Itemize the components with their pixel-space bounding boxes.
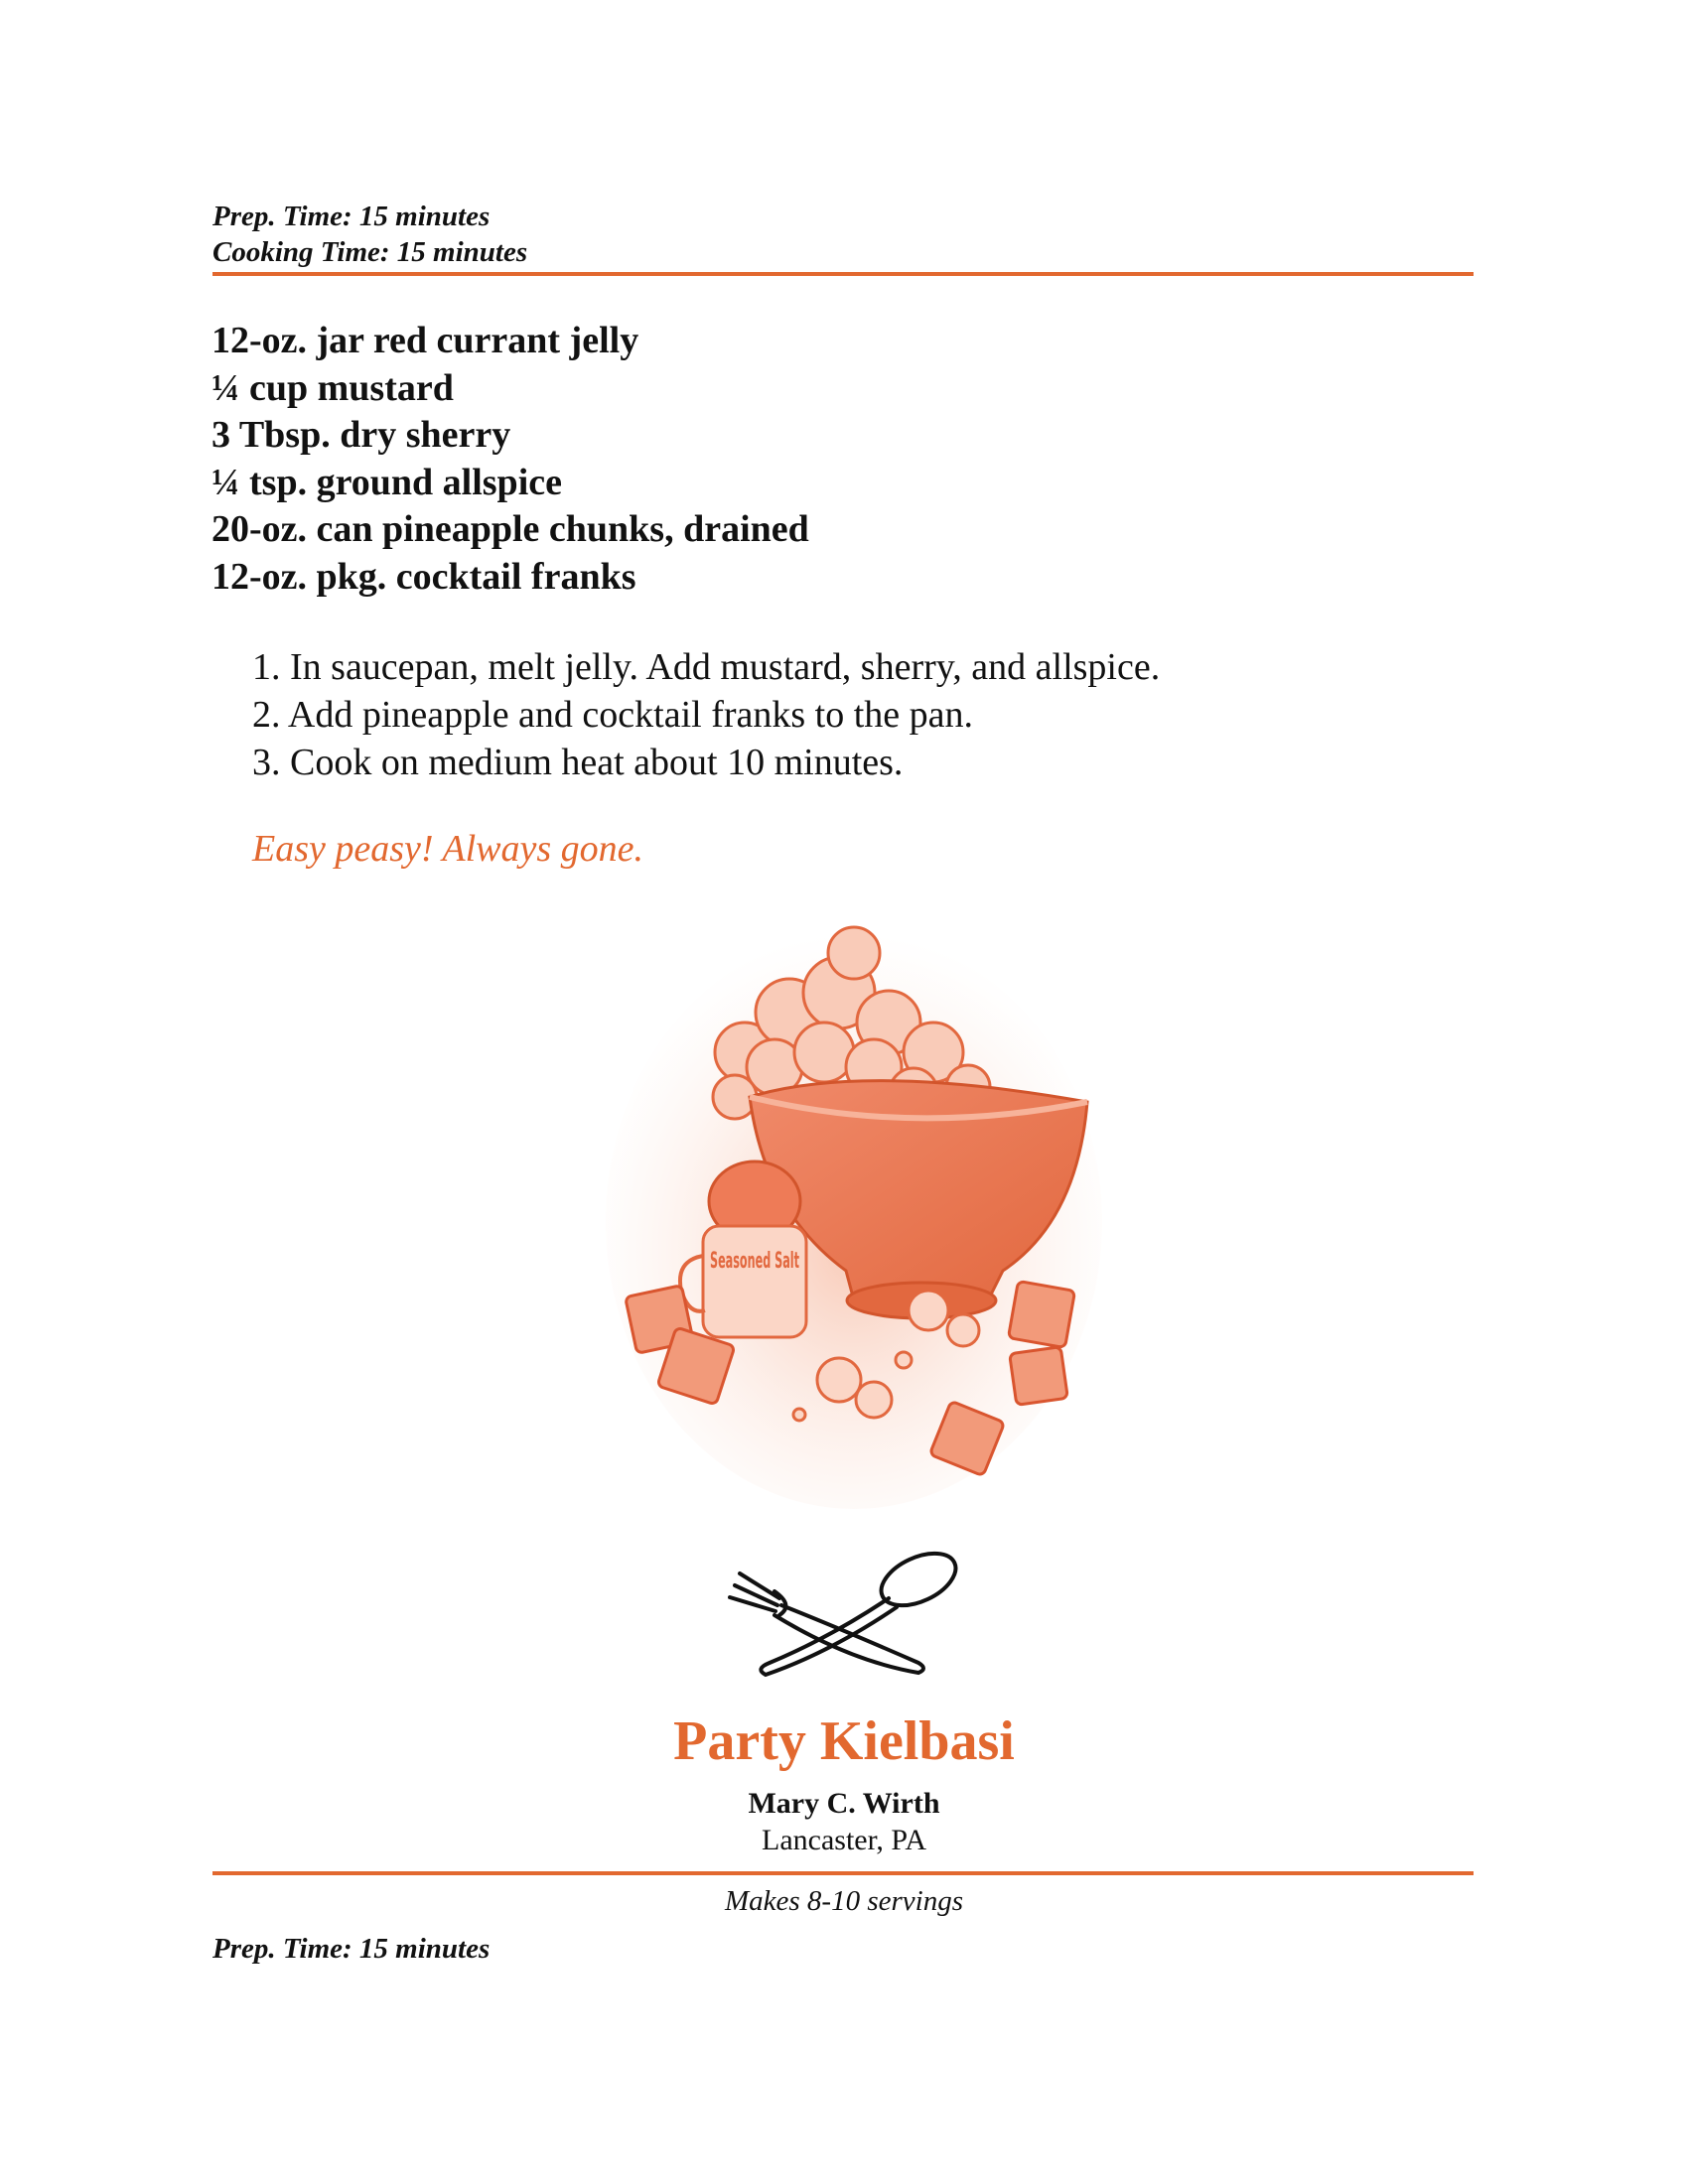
instruction-step: 1. In saucepan, melt jelly. Add mustard, sherry, and allspice.: [252, 646, 1161, 688]
snack-bowl-illustration: [586, 893, 1102, 1509]
instruction-step: 3. Cook on medium heat about 10 minutes.: [252, 742, 904, 783]
ingredient-item: 12-oz. pkg. cocktail franks: [211, 555, 636, 598]
ingredient-list: [211, 318, 809, 602]
recipe-note: Easy peasy! Always gone.: [252, 828, 643, 870]
fork-spoon-icon: [720, 1544, 968, 1683]
ingredient-item: ¼ cup mustard: [211, 366, 454, 409]
ingredient-item: ¼ tsp. ground allspice: [211, 461, 562, 503]
instruction-list: [252, 643, 1160, 786]
cooking-time: Cooking Time: 15 minutes: [212, 236, 528, 268]
top-divider: [212, 272, 1474, 276]
author-location: Lancaster, PA: [762, 1824, 926, 1856]
jar-label: Seasoned Salt: [710, 1249, 800, 1274]
instruction-step: 2. Add pineapple and cocktail franks to the pan.: [252, 694, 974, 736]
ingredient-item: 12-oz. jar red currant jelly: [211, 320, 639, 361]
recipe-title: Party Kielbasi: [673, 1710, 1015, 1772]
next-prep-time: Prep. Time: 15 minutes: [212, 1933, 491, 1965]
servings: Makes 8-10 servings: [724, 1885, 963, 1917]
recipe-meta: [212, 199, 527, 270]
bottom-divider: [212, 1871, 1474, 1875]
recipe-author: Mary C. Wirth: [748, 1787, 940, 1820]
ingredient-item: 3 Tbsp. dry sherry: [211, 414, 511, 457]
ingredient-item: 20-oz. can pineapple chunks, drained: [211, 508, 809, 551]
prep-time: Prep. Time: 15 minutes: [212, 201, 491, 232]
